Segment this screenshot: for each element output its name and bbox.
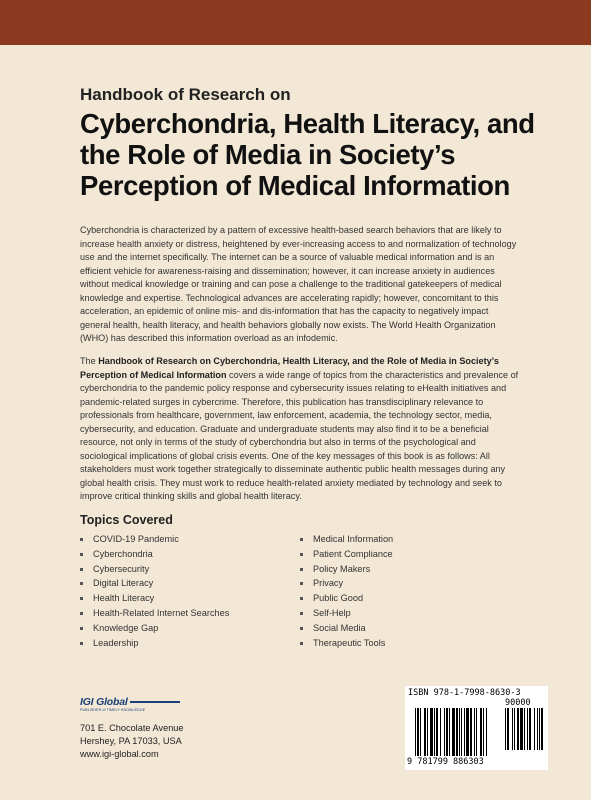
publisher-logo-text: IGI Global bbox=[80, 696, 128, 708]
list-item: Digital Literacy bbox=[80, 576, 229, 591]
barcode-bar bbox=[417, 708, 419, 756]
barcode-bar bbox=[430, 708, 433, 756]
barcode-bar bbox=[452, 708, 455, 756]
paragraph2-prefix: The bbox=[80, 356, 99, 366]
barcode-bar bbox=[420, 708, 421, 756]
isbn-number: ISBN 978-1-7998-8630-3 bbox=[408, 688, 521, 698]
barcode-bar bbox=[480, 708, 482, 756]
price-code: 90000 bbox=[505, 698, 531, 708]
addon-barcode-bar bbox=[534, 708, 535, 750]
addon-barcode-bar bbox=[529, 708, 531, 750]
publisher-address bbox=[80, 722, 184, 761]
addon-barcode-bar bbox=[520, 708, 523, 750]
addon-barcode-bar bbox=[507, 708, 509, 750]
list-item: Cybersecurity bbox=[80, 562, 229, 577]
addon-barcode-bar bbox=[505, 708, 506, 750]
barcode-bar bbox=[434, 708, 435, 756]
list-item: Medical Information bbox=[300, 532, 393, 547]
addon-barcode-bar bbox=[517, 708, 519, 750]
barcode-bar bbox=[449, 708, 450, 756]
barcode-bar bbox=[483, 708, 484, 756]
list-item: Privacy bbox=[300, 576, 393, 591]
barcode-number: 9 781799 886303 bbox=[407, 757, 484, 767]
barcode-bar bbox=[436, 708, 438, 756]
barcode-bar bbox=[476, 708, 477, 756]
list-item: Public Good bbox=[300, 591, 393, 606]
publisher-tagline: PUBLISHER of TIMELY KNOWLEDGE bbox=[80, 708, 146, 712]
book-title: Cyberchondria, Health Literacy, and the Role of Media in Society’s Perception of Medical Information bbox=[80, 108, 535, 201]
list-item: Policy Makers bbox=[300, 562, 393, 577]
addon-barcode-bar bbox=[527, 708, 528, 750]
publisher-website: www.igi-global.com bbox=[80, 749, 159, 759]
topics-list-right bbox=[300, 532, 393, 650]
barcode-bar bbox=[456, 708, 458, 756]
addon-barcode-bar bbox=[524, 708, 525, 750]
barcode-bar bbox=[415, 708, 416, 756]
isbn-barcode bbox=[405, 686, 548, 770]
list-item: Therapeutic Tools bbox=[300, 636, 393, 651]
description-paragraph-2 bbox=[80, 355, 520, 504]
paragraph2-book-title: Handbook of Research on Cyberchondria, Health Literacy, and the Role of Media in Society’s Perception of Medical Information bbox=[80, 356, 499, 380]
barcode-bar bbox=[459, 708, 460, 756]
top-color-band bbox=[0, 0, 591, 45]
publisher-logo bbox=[80, 696, 180, 713]
barcode-bar bbox=[440, 708, 441, 756]
addon-barcode-bar bbox=[541, 708, 543, 750]
list-item: COVID-19 Pandemic bbox=[80, 532, 229, 547]
addon-barcode-bar bbox=[512, 708, 513, 750]
addon-barcode-bar bbox=[514, 708, 515, 750]
barcode-bar bbox=[470, 708, 472, 756]
address-line-2: Hershey, PA 17033, USA bbox=[80, 736, 182, 746]
barcode-bar bbox=[461, 708, 462, 756]
barcode-bar bbox=[427, 708, 428, 756]
list-item: Knowledge Gap bbox=[80, 621, 229, 636]
list-item: Social Media bbox=[300, 621, 393, 636]
barcode-bar bbox=[486, 708, 487, 756]
barcode-bar bbox=[444, 708, 445, 756]
topics-list-left bbox=[80, 532, 229, 650]
pre-title: Handbook of Research on bbox=[80, 85, 291, 104]
list-item: Health-Related Internet Searches bbox=[80, 606, 229, 621]
topics-heading: Topics Covered bbox=[80, 513, 173, 527]
list-item: Self-Help bbox=[300, 606, 393, 621]
barcode-bar bbox=[466, 708, 469, 756]
addon-barcode-bar bbox=[539, 708, 540, 750]
barcode-bar bbox=[464, 708, 465, 756]
list-item: Health Literacy bbox=[80, 591, 229, 606]
barcode-bar bbox=[424, 708, 426, 756]
logo-rule bbox=[130, 701, 180, 703]
paragraph2-body: covers a wide range of topics from the characteristics and prevalence of cyberchondria to the pandemic policy response and cybersecurity issues relating to eHealth initiatives and pandemic-related surges in cybercrime. Therefore, this publication has transdisciplinary relevance to professionals from healthcare, government, law enforcement, academia, the technology sector, media, cybersecurity, and education. Graduate and undergraduate students may also find it to be a beneficial resource, not only in terms of the study of cyberchondria but also in terms of the psychological and sociological implications of global crisis events. One of the key messages of this book is as follows: All stakeholders must work together strategically to disseminate authentic public health messages during any global health crisis. They must work to reduce health-related anxiety mediated by technology and seek to improve critical thinking skills and global health literacy. bbox=[80, 369, 519, 501]
address-line-1: 701 E. Chocolate Avenue bbox=[80, 723, 184, 733]
barcode-bar bbox=[474, 708, 475, 756]
barcode-bar bbox=[446, 708, 448, 756]
addon-barcode-bar bbox=[537, 708, 538, 750]
list-item: Cyberchondria bbox=[80, 547, 229, 562]
list-item: Leadership bbox=[80, 636, 229, 651]
description-paragraph-1: Cyberchondria is characterized by a pattern of excessive health-based search behaviors that are likely to increase health anxiety or distress, heightened by ever-increasing access to and normalization of technology use and the internet specifically. The internet can be a source of valuable medical information and is an efficient vehicle for awareness-raising and dissemination; however, it can increase anxiety in audiences without medical knowledge or training and can pose a challenge to the traditional gatekeepers of medical knowledge and expertise. Technological advances are accelerating rapidly; however, concomitant to this acceleration, an epidemic of online mis- and dis-information that has the capacity to negatively impact general health, health literacy, and health behaviors globally now exists. The World Health Organization (WHO) has described this information overload as an infodemic. bbox=[80, 225, 517, 343]
list-item: Patient Compliance bbox=[300, 547, 393, 562]
